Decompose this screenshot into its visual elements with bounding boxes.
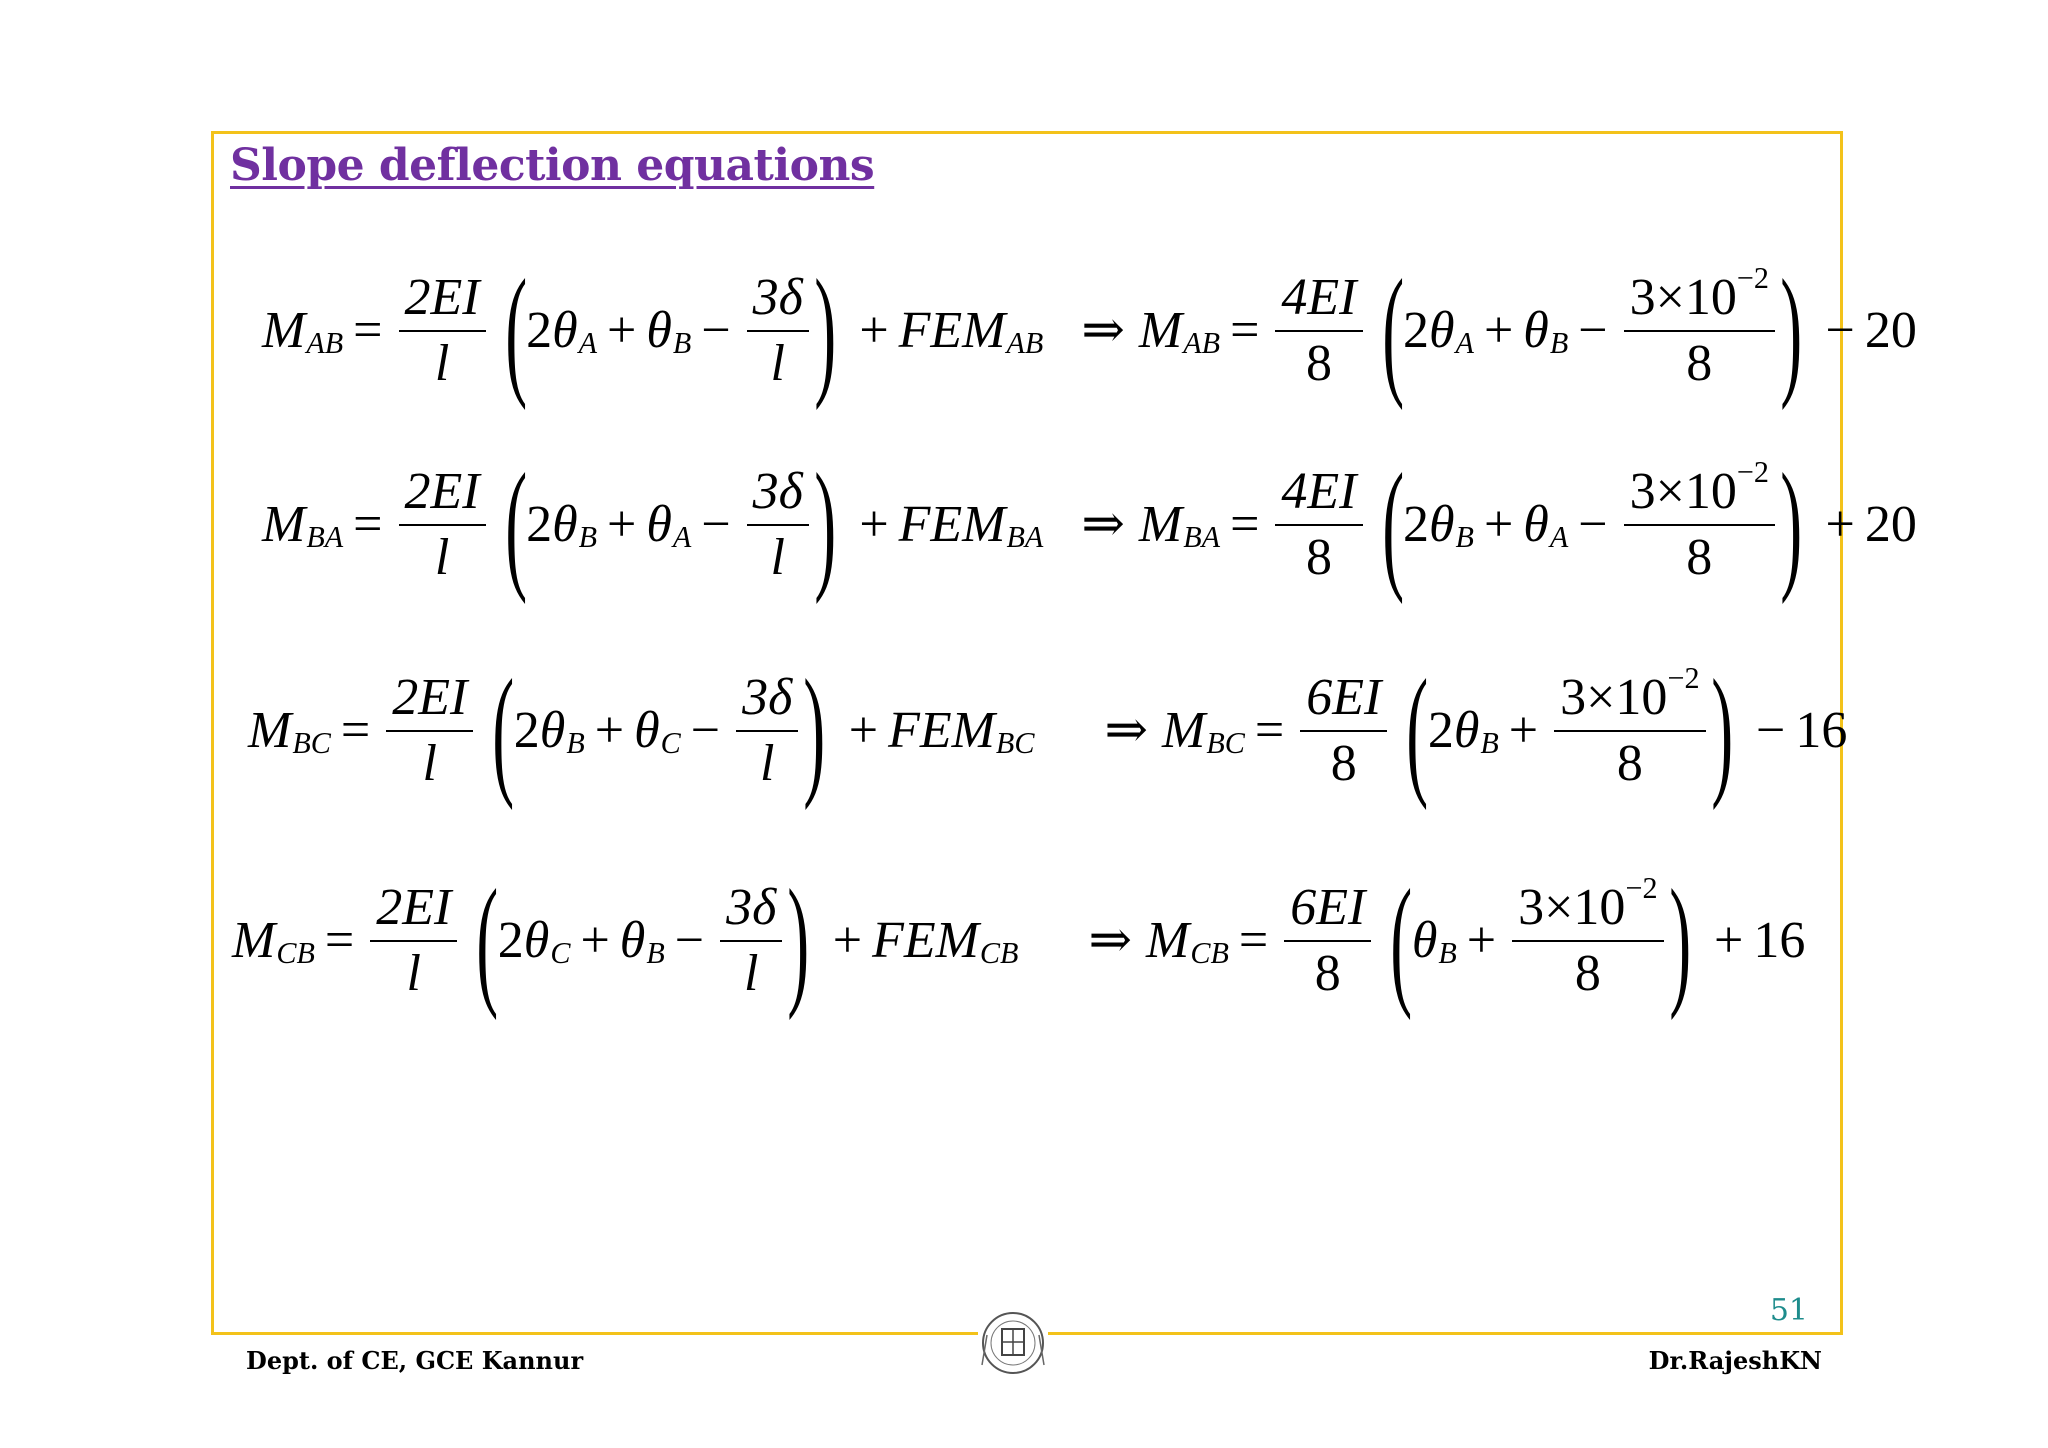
fraction-2ei-l: $\frac{2EI}{l}$ [399, 272, 486, 390]
fraction-3delta-l: $\frac{3\delta}{l}$ [747, 272, 809, 390]
equation-mba: M BA = $\frac{2EI}{l}$ ( 2 θ B + θ A − $\frac{3\delta}{l}$ ) + FEM BA ⇒ M BA = $\frac{4EI}{8}$ ( 2 θ B + θ A − $\frac{3\times 10^{-2}}{8}$ ) + 20 [262, 444, 1917, 605]
page-number: 51 [1769, 1293, 1808, 1328]
equation-mab: M AB = $\frac{2EI}{l}$ ( 2 θ A + θ B − $\frac{3\delta}{l}$ ) + FEM AB ⇒ M AB = $\frac{4EI}{8}$ ( 2 θ A + θ B − $\frac{3\times 10^{-2}}{8}$ ) − 20 [262, 250, 1917, 411]
equation-mbc: M BC = $\frac{2EI}{l}$ ( 2 θ B + θ C − $\frac{3\delta}{l}$ ) + FEM BC ⇒ M BC = $\frac{6EI}{8}$ ( 2 θ B + $\frac{3\times 10^{-2}}{8}$ ) − 16 [248, 650, 1848, 811]
implies-arrow: ⇒ [1081, 301, 1125, 359]
moment-symbol: M [262, 301, 306, 359]
footer-department: Dept. of CE, GCE Kannur [246, 1346, 584, 1375]
slide-title: Slope deflection equations [230, 140, 875, 191]
fem-symbol: FEM [898, 301, 1006, 359]
college-logo-icon [978, 1305, 1048, 1385]
equation-mcb: M CB = $\frac{2EI}{l}$ ( 2 θ C + θ B − $\frac{3\delta}{l}$ ) + FEM CB ⇒ M CB = $\frac{6EI}{8}$ ( θ B + $\frac{3\times 10^{-2}}{8}$ ) + 16 [232, 860, 1806, 1021]
footer-author: Dr.RajeshKN [1648, 1346, 1822, 1375]
